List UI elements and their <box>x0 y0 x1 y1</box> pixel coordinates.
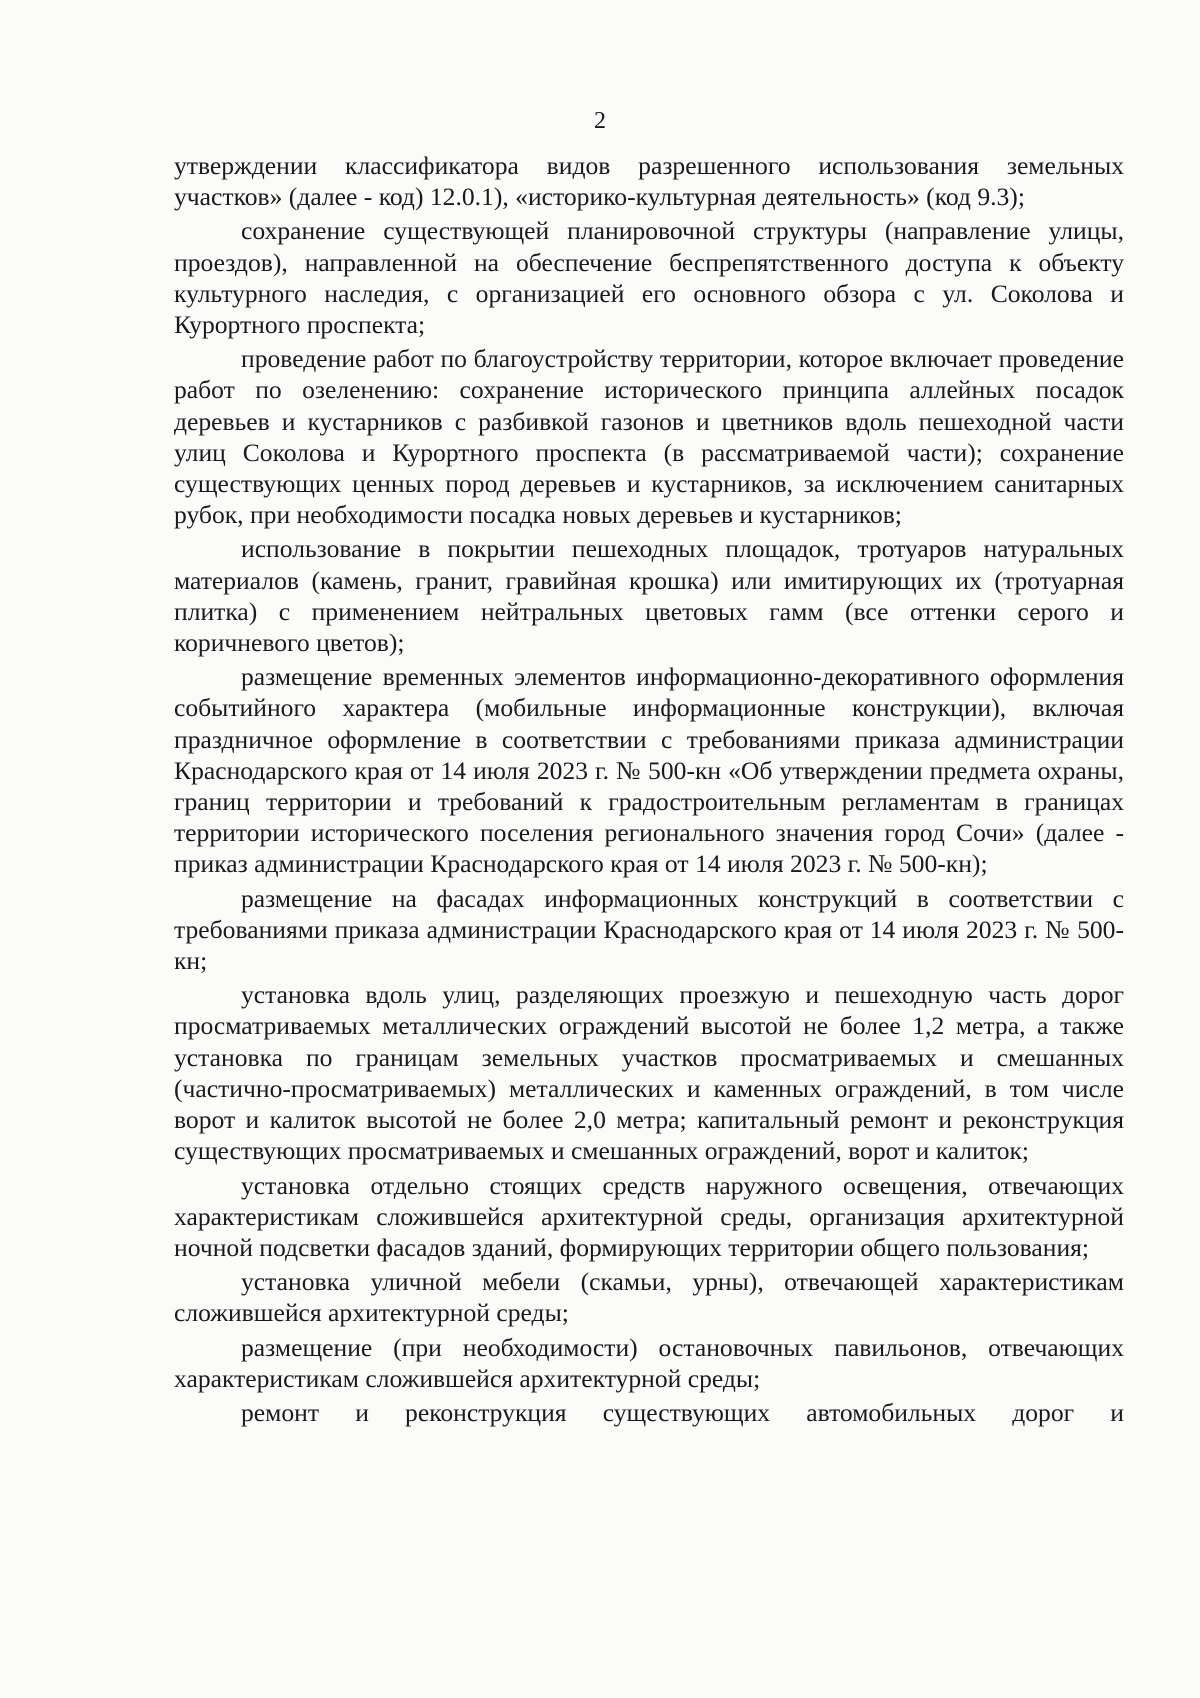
paragraph-planning-structure: сохранение существующей планировочной структуры (направление улицы, проездов), направленной на обеспечение беспрепятственного доступа к объекту культурного наследия, с организацией его основного обзора с ул. Соколова и Курортного проспекта; <box>174 216 1124 340</box>
paragraph-facade-signage: размещение на фасадах информационных конструкций в соответствии с требованиями приказа администрации Краснодарского края от 14 июля 2023 г. № 500-кн; <box>174 883 1124 976</box>
paragraph-landscaping: проведение работ по благоустройству территории, которое включает проведение работ по озеленению: сохранение исторического принципа аллейных посадок деревьев и кустарников с разбивкой газонов и цветников вдоль пешеходной части улиц Соколова и Курортного проспекта (в рассматриваемой части); сохранение существующих ценных пород деревьев и кустарников, за исключением санитарных рубок, при необходимости посадка новых деревьев и кустарников; <box>174 344 1124 530</box>
paragraph-temporary-decoration: размещение временных элементов информационно-декоративного оформления событийного характера (мобильные информационные конструкции), включая праздничное оформление в соответствии с требованиями приказа администрации Краснодарского края от 14 июля 2023 г. № 500-кн «Об утверждении предмета охраны, границ территории и требований к градостроительным регламентам в границах территории исторического поселения регионального значения город Сочи» (далее - приказ администрации Краснодарского края от 14 июля 2023 г. № 500-кн); <box>174 662 1124 879</box>
paragraph-roads-repair: ремонт и реконструкция существующих автомобильных дорог и <box>241 1397 1124 1427</box>
paragraph-fences: установка вдоль улиц, разделяющих проезжую и пешеходную часть дорог просматриваемых металлических ограждений высотой не более 1,2 метра, а также установка по границам земельных участков просматриваемых и смешанных (частично-просматриваемых) металлических и каменных ограждений, в том числе ворот и калиток высотой не более 2,0 метра; капитальный ремонт и реконструкция существующих просматриваемых и смешанных ограждений, ворот и калиток; <box>174 980 1124 1166</box>
paragraph-lighting: установка отдельно стоящих средств наружного освещения, отвечающих характеристикам сложившейся архитектурной среды, организация архитектурной ночной подсветки фасадов зданий, формирующих территории общего пользования; <box>174 1170 1124 1262</box>
paragraph-paving-materials: использование в покрытии пешеходных площадок, тротуаров натуральных материалов (камень, гранит, гравийная крошка) или имитирующих их (тротуарная плитка) с применением нейтральных цветовых гамм (все оттенки серого и коричневого цветов); <box>174 534 1124 658</box>
page-number: 2 <box>594 108 606 134</box>
paragraph-bus-shelters: размещение (при необходимости) остановочных павильонов, отвечающих характеристикам сложившейся архитектурной среды; <box>174 1332 1124 1393</box>
paragraph-classifier-continuation: утверждении классификатора видов разрешенного использования земельных участков» (далее - код) 12.0.1), «историко-культурная деятельность» (код 9.3); <box>174 151 1124 212</box>
document-body <box>174 150 1124 1431</box>
paragraph-street-furniture: установка уличной мебели (скамьи, урны), отвечающей характеристикам сложившейся архитектурной среды; <box>174 1267 1124 1328</box>
